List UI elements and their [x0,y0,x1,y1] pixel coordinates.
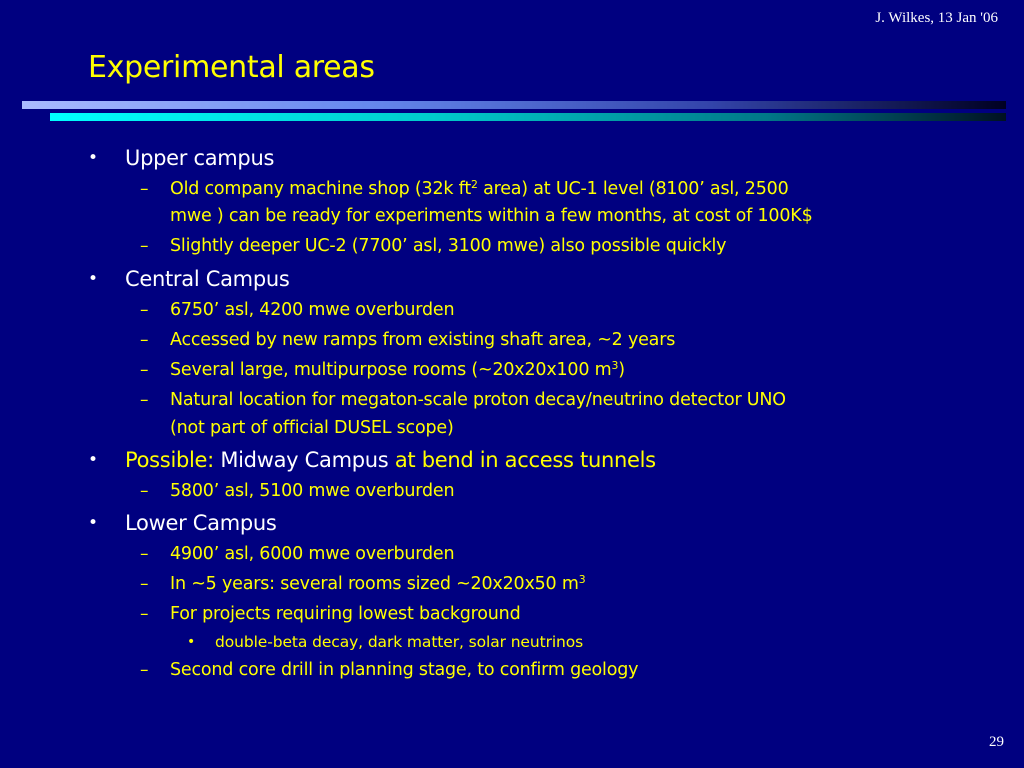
bullet-marker: • [88,513,99,533]
dash-marker: – [140,179,149,199]
dash-marker: – [140,574,149,594]
bullet-marker: • [88,450,99,470]
bullet-midway-campus: Possible: Midway Campus at bend in access tunnels [125,448,656,472]
bullet-central-campus: Central Campus [125,267,290,291]
lower-item-2: In ~5 years: several rooms sized ~20x20x50 $m^3$ [170,573,586,594]
dash-marker: – [140,604,149,624]
lower-item-3-subitem: double-beta decay, dark matter, solar neutrinos [215,633,584,651]
dash-marker: – [140,360,149,380]
lower-item-1: 4900’ asl, 6000 mwe overburden [170,544,455,564]
lower-item-3: For projects requiring lowest background [170,604,521,624]
dash-marker: – [140,390,149,410]
dash-marker: – [140,481,149,501]
dash-marker: – [140,300,149,320]
dash-marker: – [140,660,149,680]
page-number: 29 [989,734,1004,750]
bullet-upper-campus: Upper campus [125,146,275,170]
dash-marker: – [140,544,149,564]
midway-item-1: 5800’ asl, 5100 mwe overburden [170,481,455,501]
central-item-4-continued: (not part of official DUSEL scope) [170,418,454,438]
central-item-2: Accessed by new ramps from existing shaft area, ~2 years [170,330,676,350]
slide-title: Experimental areas [88,50,375,85]
bullet-marker: • [88,269,99,289]
upper-item-2: Slightly deeper UC-2 (7700’ asl, 3100 mwe) also possible quickly [170,236,727,256]
lower-item-4: Second core drill in planning stage, to confirm geology [170,660,639,680]
bullet-marker: • [88,148,99,168]
central-item-4: Natural location for megaton-scale proton decay/neutrino detector UNO [170,390,786,410]
central-item-1: 6750’ asl, 4200 mwe overburden [170,300,455,320]
author-date-note: J. Wilkes, 13 Jan '06 [875,10,998,26]
dash-marker: – [140,236,149,256]
upper-item-1: Old company machine shop (32k $ft^2$ area) at UC-1 level (8100’ asl, 2500 [170,178,789,199]
sub-bullet-marker: • [187,634,196,650]
bullet-lower-campus: Lower Campus [125,511,277,535]
upper-item-1-continued: mwe ) can be ready for experiments within a few months, at cost of 100K$ [170,206,813,226]
central-item-3: Several large, multipurpose rooms (~20x20x100 $m^3$) [170,359,625,380]
dash-marker: – [140,330,149,350]
